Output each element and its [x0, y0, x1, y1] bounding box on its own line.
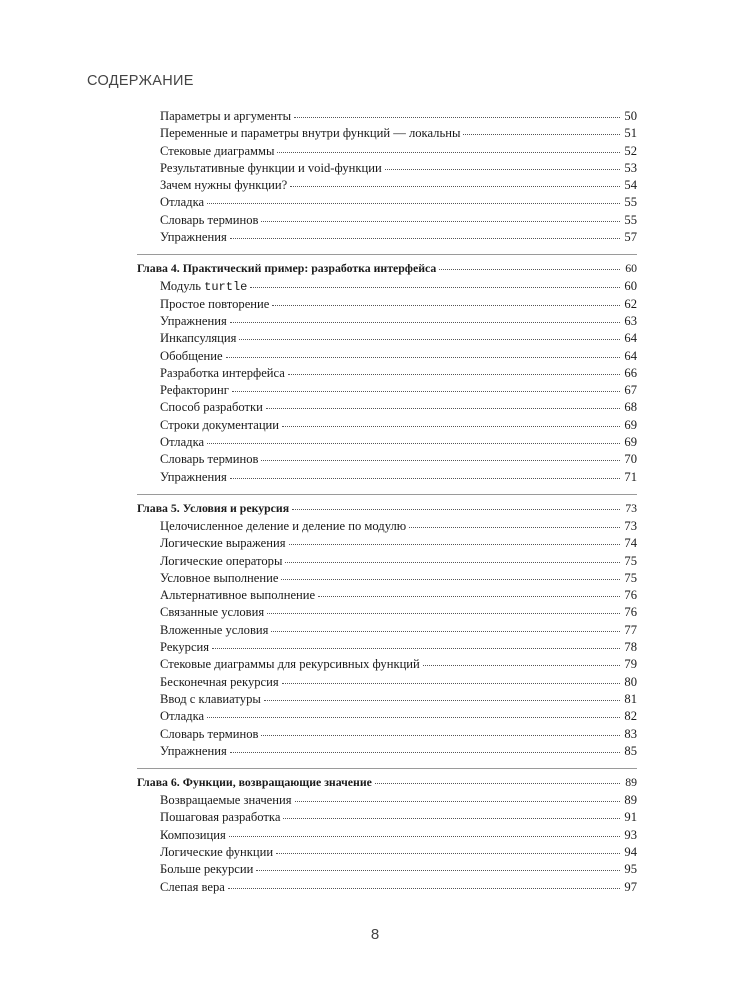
entry-title-text: Переменные и параметры внутри функций — локальны [160, 126, 461, 141]
dot-leader [230, 238, 620, 239]
entry-title [160, 604, 264, 621]
toc-entry[interactable] [137, 229, 637, 246]
entry-page-number: 77 [624, 622, 637, 637]
entry-page-number: 64 [624, 348, 637, 363]
toc-entry[interactable] [137, 743, 637, 760]
dot-leader [207, 203, 620, 204]
entry-title-text: Логические операторы [160, 553, 283, 568]
entry-page-number: 55 [624, 195, 637, 210]
entry-title-text: Словарь терминов [160, 726, 259, 741]
toc-entry[interactable] [137, 330, 637, 347]
dot-leader [375, 783, 620, 784]
entry-title-text: Упражнения [160, 230, 227, 245]
entry-title [160, 278, 247, 296]
entry-title-text: Композиция [160, 827, 226, 842]
entry-title-text: Инкапсуляция [160, 331, 237, 346]
entry-page-number: 54 [624, 178, 637, 193]
entry-page-number: 69 [624, 435, 637, 450]
entry-title-text: Стековые диаграммы для рекурсивных функций [160, 657, 420, 672]
toc-entry[interactable] [137, 844, 637, 861]
dot-leader [276, 853, 620, 854]
entry-title [160, 451, 258, 468]
entry-page-number: 76 [624, 588, 637, 603]
dot-leader [239, 339, 620, 340]
dot-leader [266, 408, 620, 409]
running-head: СОДЕРЖАНИЕ [87, 73, 194, 89]
entry-page-number: 60 [624, 279, 637, 294]
entry-page-number: 67 [624, 383, 637, 398]
toc-entry[interactable] [137, 553, 637, 570]
entry-page-number: 78 [624, 640, 637, 655]
toc-entry[interactable] [137, 792, 637, 809]
entry-page-number: 55 [624, 212, 637, 227]
entry-title-text: Целочисленное деление и деление по модулю [160, 518, 407, 533]
toc-entry[interactable] [137, 656, 637, 673]
entry-title [160, 861, 253, 878]
dot-leader [256, 870, 620, 871]
entry-page-number: 95 [624, 862, 637, 877]
entry-title [160, 827, 226, 844]
entry-title-text: Параметры и аргументы [160, 109, 292, 123]
entry-page-number: 85 [624, 743, 637, 758]
toc-entry[interactable] [137, 535, 637, 552]
entry-page-number: 79 [624, 657, 637, 672]
entry-title-text: Пошаговая разработка [160, 810, 281, 825]
toc-entry[interactable] [137, 809, 637, 826]
entry-page-number: 76 [624, 605, 637, 620]
section-divider [137, 254, 637, 255]
dot-leader [282, 683, 620, 684]
entry-title [160, 160, 382, 177]
dot-leader [212, 648, 620, 649]
entry-page-number: 57 [624, 230, 637, 245]
entry-title-text: Способ разработки [160, 400, 263, 415]
entry-page-number: 74 [624, 536, 637, 551]
dot-leader [232, 391, 620, 392]
entry-page-number: 53 [624, 160, 637, 175]
entry-title-text: Словарь терминов [160, 452, 259, 467]
entry-title-text: Рефакторинг [160, 383, 229, 398]
toc-entry[interactable] [137, 417, 637, 434]
dot-leader [423, 665, 620, 666]
entry-title [160, 212, 258, 229]
entry-title [160, 194, 204, 211]
entry-page-number: 71 [624, 469, 637, 484]
entry-title [160, 125, 460, 142]
dot-leader [289, 544, 620, 545]
dot-leader [271, 631, 620, 632]
entry-title-text: Логические функции [160, 844, 274, 859]
dot-leader [230, 322, 620, 323]
toc-section [137, 494, 637, 760]
toc-entry[interactable] [137, 622, 637, 639]
toc-entry[interactable] [137, 194, 637, 211]
entry-page-number: 51 [624, 126, 637, 141]
entry-page-number: 69 [624, 417, 637, 432]
entry-title [160, 639, 209, 656]
dot-leader [283, 818, 620, 819]
dot-leader [285, 562, 620, 563]
entry-title [160, 726, 258, 743]
entry-title [160, 809, 280, 826]
chapter-heading[interactable] [137, 499, 637, 518]
dot-leader [207, 443, 620, 444]
dot-leader [409, 527, 620, 528]
dot-leader [439, 269, 620, 270]
dot-leader [229, 836, 620, 837]
toc-entry[interactable] [137, 570, 637, 587]
dot-leader [230, 752, 620, 753]
toc-section [137, 254, 637, 486]
toc-entry[interactable] [137, 143, 637, 160]
entry-title [160, 792, 292, 809]
dot-leader [207, 717, 620, 718]
entry-title-text: Обобщение [160, 348, 223, 363]
entry-title [160, 348, 223, 365]
entry-title [160, 108, 291, 125]
toc-entry[interactable] [137, 469, 637, 486]
toc-section [137, 108, 637, 246]
chapter-page-number: 60 [625, 261, 637, 276]
toc-entry[interactable] [137, 296, 637, 313]
toc-entry[interactable] [137, 879, 637, 896]
toc-entry[interactable] [137, 382, 637, 399]
dot-leader [272, 305, 620, 306]
entry-title [160, 143, 274, 160]
entry-title [160, 691, 261, 708]
entry-title [160, 879, 225, 896]
entry-page-number: 73 [624, 518, 637, 533]
entry-title-text: Зачем нужны функции? [160, 178, 288, 193]
chapter-heading[interactable] [137, 773, 637, 792]
entry-title-text: Альтернативное выполнение [160, 588, 316, 603]
dot-leader [281, 579, 620, 580]
entry-title-text: Отладка [160, 435, 205, 450]
entry-page-number: 66 [624, 365, 637, 380]
entry-title [160, 535, 286, 552]
toc-entry[interactable] [137, 708, 637, 725]
toc-entry[interactable] [137, 278, 637, 295]
entry-title-text: Отладка [160, 709, 205, 724]
entry-page-number: 80 [624, 674, 637, 689]
entry-title [160, 553, 282, 570]
entry-page-number: 81 [624, 691, 637, 706]
entry-title-text: Больше рекурсии [160, 862, 254, 877]
toc-section [137, 768, 637, 896]
entry-title [160, 382, 229, 399]
entry-page-number: 94 [624, 844, 637, 859]
dot-leader [228, 888, 620, 889]
toc-entry[interactable] [137, 827, 637, 844]
entry-title [160, 587, 315, 604]
dot-leader [250, 287, 620, 288]
dot-leader [292, 509, 620, 510]
toc-entry[interactable] [137, 365, 637, 382]
entry-title-text: Разработка интерфейса [160, 365, 285, 380]
entry-title-code: turtle [204, 280, 248, 295]
chapter-page-number: 73 [625, 500, 637, 515]
dot-leader [230, 478, 620, 479]
entry-title [160, 570, 278, 587]
table-of-contents [137, 108, 637, 896]
toc-entry[interactable] [137, 518, 637, 535]
dot-leader [385, 169, 620, 170]
entry-title-text: Возвращаемые значения [160, 793, 292, 808]
entry-page-number: 63 [624, 313, 637, 328]
toc-entry[interactable] [137, 451, 637, 468]
dot-leader [288, 374, 620, 375]
entry-title-text: Ввод с клавиатуры [160, 691, 261, 706]
dot-leader [261, 735, 620, 736]
page-number: 8 [370, 926, 380, 943]
entry-page-number: 50 [624, 109, 637, 123]
entry-page-number: 68 [624, 400, 637, 415]
toc-entry[interactable] [137, 212, 637, 229]
toc-entry[interactable] [137, 399, 637, 416]
entry-title-text: Бесконечная рекурсия [160, 674, 279, 689]
chapter-title: Глава 6. Функции, возвращающие значение [137, 775, 372, 790]
toc-entry[interactable] [137, 639, 637, 656]
entry-title-text: Упражнения [160, 313, 227, 328]
chapter-heading[interactable] [137, 259, 637, 278]
entry-page-number: 97 [624, 879, 637, 894]
toc-entry[interactable] [137, 674, 637, 691]
entry-title-text: Отладка [160, 195, 205, 210]
entry-title-text: Словарь терминов [160, 212, 259, 227]
entry-title-text: Связанные условия [160, 605, 265, 620]
entry-page-number: 93 [624, 827, 637, 842]
dot-leader [277, 152, 620, 153]
entry-title [160, 469, 227, 486]
entry-page-number: 89 [624, 793, 637, 808]
entry-title-text: Вложенные условия [160, 622, 269, 637]
dot-leader [294, 117, 620, 118]
entry-page-number: 52 [624, 143, 637, 158]
chapter-title: Глава 5. Условия и рекурсия [137, 500, 290, 515]
toc-entry[interactable] [137, 160, 637, 177]
entry-page-number: 82 [624, 709, 637, 724]
toc-entry[interactable] [137, 691, 637, 708]
entry-title-text: Упражнения [160, 743, 227, 758]
toc-entry[interactable] [137, 861, 637, 878]
entry-page-number: 64 [624, 331, 637, 346]
entry-title [160, 743, 227, 760]
dot-leader [290, 186, 620, 187]
dot-leader [264, 700, 620, 701]
toc-entry[interactable] [137, 348, 637, 365]
dot-leader [226, 357, 620, 358]
dot-leader [463, 134, 620, 135]
toc-entry[interactable] [137, 177, 637, 194]
toc-entry[interactable] [137, 125, 637, 142]
dot-leader [267, 613, 620, 614]
entry-title-text: Рекурсия [160, 640, 210, 655]
dot-leader [261, 460, 620, 461]
entry-page-number: 83 [624, 726, 637, 741]
entry-title [160, 229, 227, 246]
entry-title [160, 313, 227, 330]
entry-title [160, 330, 236, 347]
entry-title-text: Упражнения [160, 469, 227, 484]
section-divider [137, 494, 637, 495]
entry-title [160, 674, 279, 691]
toc-entry[interactable] [137, 108, 637, 125]
entry-page-number: 75 [624, 570, 637, 585]
entry-title [160, 399, 263, 416]
chapter-page-number: 89 [625, 775, 637, 790]
entry-title-text: Стековые диаграммы [160, 143, 275, 158]
entry-title-text: Строки документации [160, 417, 280, 432]
entry-title-text: Результативные функции и void-функции [160, 160, 382, 175]
entry-title [160, 296, 269, 313]
entry-title [160, 518, 406, 535]
entry-title-text: Слепая вера [160, 879, 225, 894]
entry-page-number: 70 [624, 452, 637, 467]
entry-title-text: Модуль [160, 279, 205, 294]
entry-title [160, 417, 279, 434]
entry-page-number: 91 [624, 810, 637, 825]
entry-page-number: 62 [624, 296, 637, 311]
entry-title [160, 365, 285, 382]
entry-title [160, 622, 268, 639]
toc-entry[interactable] [137, 313, 637, 330]
entry-title-text: Логические выражения [160, 536, 286, 551]
entry-page-number: 75 [624, 553, 637, 568]
toc-entry[interactable] [137, 726, 637, 743]
entry-title [160, 177, 287, 194]
dot-leader [295, 801, 620, 802]
entry-title-text: Условное выполнение [160, 570, 279, 585]
dot-leader [282, 426, 620, 427]
toc-entry[interactable] [137, 604, 637, 621]
entry-title-text: Простое повторение [160, 296, 270, 311]
dot-leader [318, 596, 620, 597]
toc-entry[interactable] [137, 587, 637, 604]
entry-title [160, 708, 204, 725]
entry-title [160, 434, 204, 451]
entry-title [160, 656, 420, 673]
dot-leader [261, 221, 620, 222]
toc-entry[interactable] [137, 434, 637, 451]
chapter-title: Глава 4. Практический пример: разработка интерфейса [137, 261, 437, 276]
entry-title [160, 844, 273, 861]
section-divider [137, 768, 637, 769]
